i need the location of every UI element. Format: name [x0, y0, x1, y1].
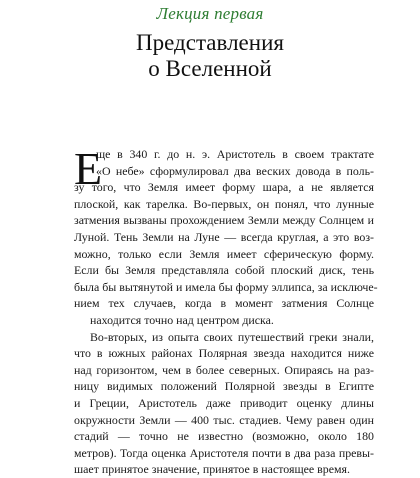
paragraph-line: зу того, что Земля имеет форму шара, а не является: [74, 180, 374, 195]
chapter-label: Лекция первая: [156, 4, 264, 23]
paragraph-1: [74, 143, 378, 329]
paragraph-line: была бы вытянутой и имела бы форму эллипса, за исключе-: [74, 279, 378, 294]
paragraph-line: затмения вызваны прохождением Земли между Солнцем и: [74, 213, 374, 228]
paragraph-line: над горизонтом, чем в более северных. Опираясь на раз-: [74, 362, 374, 377]
paragraph-line: стадий — точно не известно (возможно, около 180: [74, 429, 374, 444]
paragraph-line: окружности Земли — 400 тыс. стадиев. Чему равен один: [74, 412, 374, 427]
chapter-title-line-1: Представления: [136, 30, 284, 55]
paragraph-line: ще в 340 г. до н. э. Аристотель в своем трактате: [96, 147, 374, 161]
paragraph-line: нием тех случаев, когда в момент затмения Солнце: [74, 296, 374, 311]
paragraph-line: метров). Тогда оценка Аристотеля почти в два раза превы-: [74, 445, 374, 460]
paragraph-line: Если бы Земля представляла собой плоский диск, тень: [74, 263, 374, 278]
paragraph-line: Луной. Тень Земли на Луне — всегда круглая, а это воз-: [74, 229, 374, 244]
body-text: [74, 143, 378, 478]
paragraph-line: можно, только если Земля имеет сферическую форму.: [74, 246, 374, 261]
paragraph-line: ницу видимых положений Полярной звезды в Египте: [74, 379, 374, 394]
paragraph-line: шает принятое значение, принятое в настоящее время.: [74, 462, 350, 477]
paragraph-line: плоской, как тарелка. Во-первых, он понял, что лунные: [74, 196, 374, 211]
paragraph-line: «О небе» сформулировал два веских довода в поль-: [96, 163, 374, 178]
paragraph-line: находится точно над центром диска.: [90, 312, 274, 327]
chapter-title-line-2: о Вселенной: [148, 56, 272, 81]
paragraph-2: [74, 329, 374, 478]
chapter-title: [0, 30, 420, 82]
paragraph-line: Во-вторых, из опыта своих путешествий греки знали,: [90, 329, 374, 344]
paragraph-line: и Греции, Аристотель даже приводит оценку длины: [74, 395, 374, 410]
paragraph-line: что в южных районах Полярная звезда находится ниже: [74, 346, 374, 361]
drop-cap-letter: Е: [74, 143, 103, 194]
